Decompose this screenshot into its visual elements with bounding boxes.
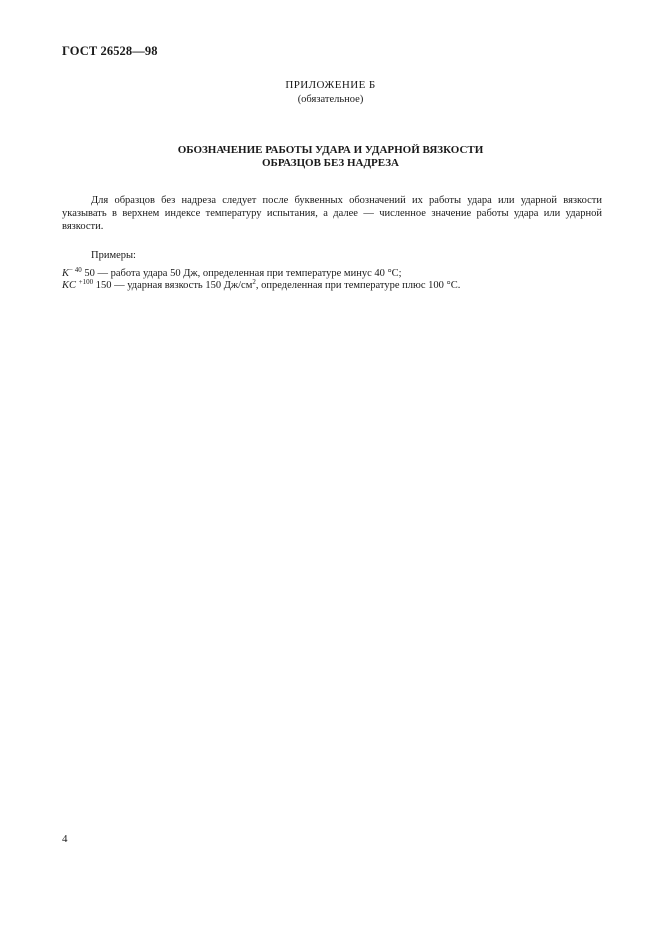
example-2-text-after: , определенная при температуре плюс 100 °С. [255,280,461,291]
section-heading-line-2: ОБРАЗЦОВ БЕЗ НАДРЕЗА [262,157,399,169]
section-heading [0,144,661,170]
document-code: ГОСТ 26528—98 [62,44,158,58]
example-1-symbol: K [62,268,70,279]
body-paragraph: Для образцов без надреза следует после буквенных обозначений их работы удара или ударной вязкости указывать в верхнем индексе температуру испытания, а далее — численное значение работы удара или ударной вязкости. [62,195,602,232]
example-2-superscript: +100 [78,278,94,286]
section-heading-line-1: ОБОЗНАЧЕНИЕ РАБОТЫ УДАРА И УДАРНОЙ ВЯЗКОСТИ [177,144,484,156]
example-1-superscript: − 40 [69,266,82,274]
example-2-text-before: 150 — ударная вязкость 150 Дж/см [93,280,253,291]
example-item-2 [62,278,460,291]
example-2-unit-superscript: 2 [252,278,256,286]
example-2-symbol: KC [62,280,77,291]
example-1-text: 50 — работа удара 50 Дж, определенная при температуре минус 40 °С; [81,268,402,279]
appendix-title: ПРИЛОЖЕНИЕ Б [285,79,376,91]
appendix-note: (обязательное) [297,94,364,105]
examples-label: Примеры: [91,250,136,261]
page-number: 4 [62,833,68,845]
